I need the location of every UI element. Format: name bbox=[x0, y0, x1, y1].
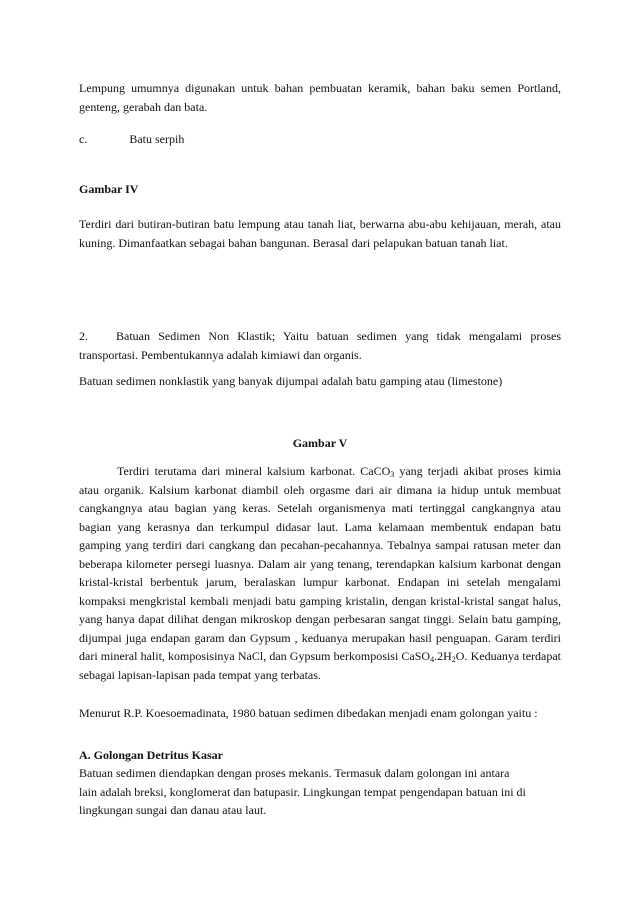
paragraph-gambar-iv: Terdiri dari butiran-butiran batu lempung atau tanah liat, berwarna abu-abu kehijauan, merah, atau kuning. Dimanfaatkan sebagai bahan bangunan. Berasal dari pelapukan batuan tanah liat. bbox=[79, 217, 561, 250]
line-2: lain adalah breksi, konglomerat dan batupasir. Lingkungan tempat pengendapan batuan ini di bbox=[79, 784, 526, 799]
list-item-2 bbox=[79, 327, 561, 364]
paragraph-lempung: Lempung umumnya digunakan untuk bahan pembuatan keramik, bahan baku semen Portland, genteng, gerabah dan bata. bbox=[79, 81, 561, 114]
list-marker: 2. bbox=[79, 329, 88, 343]
paragraph-gambar-v: Terdiri terutama dari mineral kalsium karbonat. CaCO$_3$ yang terjadi akibat proses kimia atau organik. Kalsium karbonat diambil oleh orgasme dari air dimana ia hidup untuk membuat cangkangnya atau bagian yang keras. Setelah organismenya mati tertinggal cangkangnya atau bagian yang kerasnya dan terkumpul didasar laut. Lama kelamaan membentuk endapan batu gamping yang terdiri dari cangkang dan pecahan-pecahannya. Tebalnya sampai ratusan meter dan beberapa kilometer persegi luasnya. Dalam air yang tenang, terendapkan kalsium karbonat dengan kristal-kristal berbentuk jarum, beralaskan lumpur karbonat. Endapan ini setelah mengalami kompaksi mengkristal kembali menjadi batu gamping kristalin, dengan kristal-kristal sangat halus, yang hanya dapat dilihat dengan mikroskop dengan perbesaran sangat tinggi. Selain batu gamping, dijumpai juga endapan garam dan Gypsum , keduanya merupakan hasil penguapan. Garam terdiri dari mineral halit, komposisinya NaCl, dan Gypsum berkomposisi $CaSO_4.2H_2O$. Keduanya terdapat sebagai lapisan-lapisan pada tempat yang terbatas. bbox=[79, 464, 561, 682]
list-marker: c. bbox=[79, 132, 88, 146]
paragraph-koesoemadinata: Menurut R.P. Koesoemadinata, 1980 batuan sedimen dibedakan menjadi enam golongan yaitu : bbox=[79, 706, 538, 720]
paragraph-detritus-kasar bbox=[79, 764, 561, 820]
list-item-text: Batuan Sedimen Non Klastik; Yaitu batuan sedimen yang tidak mengalami proses transportasi. Pembentukannya adalah kimiawi dan organis. bbox=[79, 329, 561, 362]
heading-gambar-iv: Gambar IV bbox=[79, 182, 139, 196]
line-3: lingkungan sungai dan danau atau laut. bbox=[79, 803, 267, 817]
list-item-c bbox=[79, 130, 561, 149]
list-item-text: Batu serpih bbox=[129, 132, 185, 146]
paragraph-nonklastik: Batuan sedimen nonklastik yang banyak dijumpai adalah batu gamping atau (limestone) bbox=[79, 374, 503, 388]
heading-gambar-v: Gambar V bbox=[292, 436, 348, 450]
heading-golongan-detritus-kasar: A. Golongan Detritus Kasar bbox=[79, 748, 223, 762]
line-1: Batuan sedimen diendapkan dengan proses mekanis. Termasuk dalam golongan ini antara bbox=[79, 766, 510, 780]
